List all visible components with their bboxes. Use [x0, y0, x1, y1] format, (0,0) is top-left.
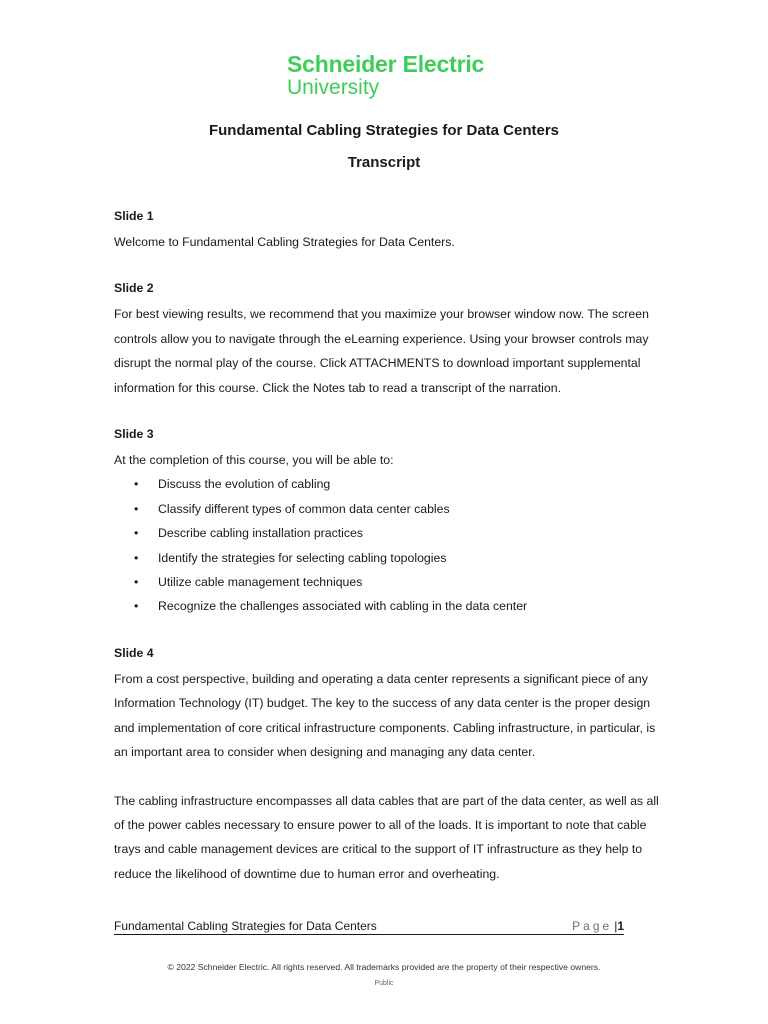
bullet-icon: •	[134, 550, 139, 565]
list-item-text: Utilize cable management techniques	[158, 575, 363, 590]
list-item-text: Classify different types of common data center cables	[158, 501, 450, 516]
slide-paragraph: From a cost perspective, building and operating a data center represents a significant piece of any Information Technology (IT) budget. The key to the success of any data center is the proper design and implementation of core critical infrastructure components. Cabling infrastructure, in particular, is an important area to consider when designing and managing any data center.	[114, 671, 656, 760]
document-title: Fundamental Cabling Strategies for Data Centers	[208, 122, 560, 139]
list-item-text: Identify the strategies for selecting cabling topologies	[158, 550, 447, 565]
logo-line-1: Schneider Electric	[287, 51, 485, 77]
slide-1-section	[114, 206, 664, 254]
slide-heading: Slide 3	[114, 427, 154, 442]
list-item	[114, 521, 664, 545]
slide-2-section	[114, 278, 664, 400]
slide-heading: Slide 4	[114, 645, 154, 660]
slide-heading: Slide 1	[114, 209, 154, 223]
list-item	[114, 570, 664, 594]
page-number: 1	[617, 919, 624, 933]
page-indicator	[572, 919, 624, 933]
footer-title: Fundamental Cabling Strategies for Data Centers	[114, 919, 377, 933]
schneider-electric-university-logo	[287, 52, 484, 99]
slide-3-section	[114, 424, 664, 619]
list-item-text: Recognize the challenges associated with cabling in the data center	[158, 599, 528, 614]
list-item	[114, 497, 664, 521]
slide-intro: At the completion of this course, you will be able to:	[114, 453, 394, 468]
objectives-list	[114, 472, 664, 618]
list-item	[114, 594, 664, 618]
page-label: Page	[572, 919, 613, 933]
list-item-text: Describe cabling installation practices	[158, 526, 364, 541]
bullet-icon: •	[134, 501, 139, 516]
document-subtitle: Transcript	[347, 154, 421, 171]
transcript-content	[114, 206, 664, 910]
slide-paragraph: Welcome to Fundamental Cabling Strategies for Data Centers.	[114, 235, 455, 249]
slide-paragraph: The cabling infrastructure encompasses all data cables that are part of the data center, as well as all of the power cables necessary to ensure power to all of the loads. It is important to note that cable trays and cable management devices are critical to the support of IT infrastructure as they help to reduce the likelihood of downtime due to human error and overheating.	[114, 793, 659, 881]
logo-line-2: University	[287, 76, 380, 99]
slide-paragraph: For best viewing results, we recommend that you maximize your browser window now. The screen controls allow you to navigate through the eLearning experience. Using your browser controls may disrupt the normal play of the course. Click ATTACHMENTS to download important supplemental information for this course. Click the Notes tab to read a transcript of the narration.	[114, 307, 649, 395]
list-item	[114, 472, 664, 496]
bullet-icon: •	[134, 599, 139, 614]
slide-4-section	[114, 643, 664, 886]
bullet-icon: •	[134, 526, 139, 541]
bullet-icon: •	[134, 477, 139, 492]
bullet-icon: •	[134, 575, 139, 590]
copyright-notice: © 2022 Schneider Electric. All rights reserved. All trademarks provided are the property of their respective owners.	[167, 962, 601, 972]
classification-label: Public	[374, 980, 394, 987]
list-item-text: Discuss the evolution of cabling	[158, 477, 331, 492]
page-separator: |	[614, 919, 618, 933]
list-item	[114, 546, 664, 570]
slide-heading: Slide 2	[114, 281, 154, 296]
page-footer	[114, 918, 624, 935]
